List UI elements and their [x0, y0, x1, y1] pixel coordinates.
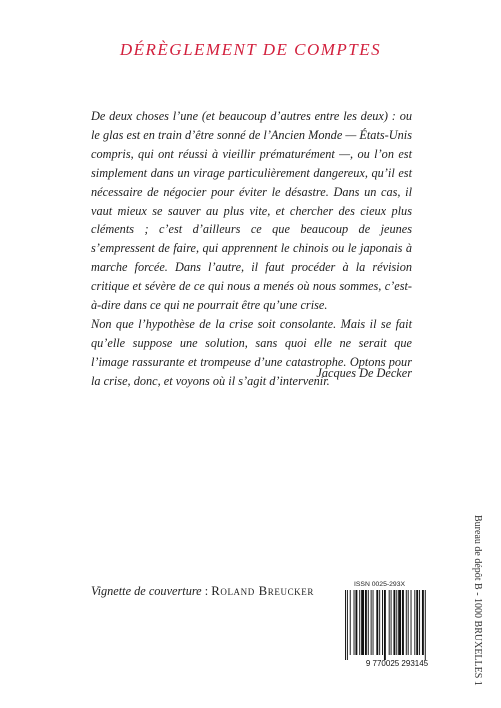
barcode: [339, 590, 455, 668]
cover-credit: [91, 584, 314, 599]
paragraph-2: Non que l’hypothèse de la crise soit consolante. Mais il se fait qu’elle suppose une solution, sans quoi elle ne serait que l’image rassurante et trompeuse d’une catastrophe. Optons pour la crise, donc, et voyons où il s’agit d’intervenir.: [91, 316, 412, 388]
postal-depot-note: Bureau de dépôt B - 1000 BRUXELLES 1: [472, 515, 483, 686]
cover-credit-label: Vignette de couverture: [91, 584, 202, 598]
paragraph-1: De deux choses l’une (et beaucoup d’autres entre les deux) : ou le glas est en train d’être sonné de l’Ancien Monde — États-Unis compris, qui ont réussi à vieillir prématurément —, ou l’on est simplement dans un virage particulièrement dangereux, qu’il est nécessaire de négocier pour éviter le désastre. Dans un cas, il vaut mieux se sauver au plus vite, et chercher des cieux plus cléments ; c’est d’ailleurs ce que beaucoup de jeunes s’empressent de faire, qui apprennent le chinois ou le japonais à marche forcée. Dans l’autre, il faut procéder à la révision critique et sévère de ce qui nous a menés où nous sommes, c’est-à-dire dans ce qui ne pourrait être qu’une crise.: [91, 109, 412, 313]
barcode-bars: [345, 590, 426, 660]
cover-credit-separator: :: [201, 584, 212, 598]
author-signature: Jacques De Decker: [316, 366, 412, 380]
issn-number: ISSN 0025-293X: [354, 581, 406, 588]
body-text: [91, 107, 412, 391]
page-title: DÉRÈGLEMENT DE COMPTES: [119, 40, 382, 59]
barcode-digits: 9 770025 293145: [365, 659, 429, 668]
cover-credit-name: Roland Breucker: [211, 584, 314, 598]
